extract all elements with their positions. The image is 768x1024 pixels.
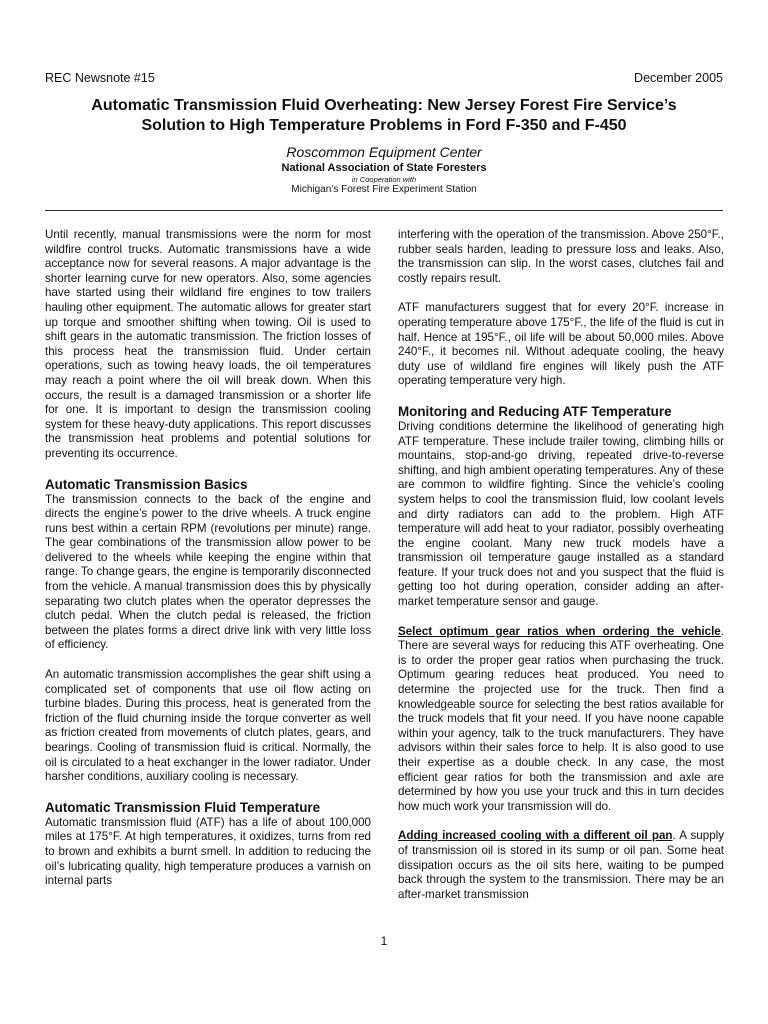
org-center: Roscommon Equipment Center xyxy=(286,144,482,160)
org-cooperation: in Cooperation with xyxy=(351,175,417,184)
title-line-1: Automatic Transmission Fluid Overheating: New Jersey Forest Fire Service’s xyxy=(91,97,677,114)
oil-pan-subheading: Adding increased cooling with a different oil pan xyxy=(398,829,673,843)
temperature-paragraph: Automatic transmission fluid (ATF) has a life of about 100,000 miles at 175°F. At high temperatures, it oxidizes, turns from red to brown and exhibits a burnt smell. In addition to reducing the oil’s lubricating quality, high temperature produces a varnish on internal parts xyxy=(45,815,371,888)
heading-monitoring: Monitoring and Reducing ATF Temperature xyxy=(398,403,672,419)
document-title xyxy=(40,96,728,136)
gear-ratio-text: There are several ways for reducing this ATF overheating. One is to order the proper gear ratios when purchasing the truck. Optimum gearing reduces heat produced. You need to determine the projected use for the truck. Then find a knowledgeable source for selecting the best ratios available for the truck models that fit your need. If you have noone capable within your agency, talk to the truck manufacturers. They have advisors within their sales force to help. It is also good to use their expertise as a double check. In any case, the most efficient gear ratios for both the transmission and axle are determined by how you use your truck and this in turn decides how much work your transmission will do. xyxy=(398,639,724,813)
gear-ratio-subheading: Select optimum gear ratios when ordering the vehicle xyxy=(398,624,721,638)
left-column xyxy=(45,228,371,904)
basics-paragraph-2: An automatic transmission accomplishes the gear shift using a complicated set of components that use oil flow acting on turbine blades. During this process, heat is generated from the friction of the fluid churning inside the torque converter as well as friction created from movements of clutch plates, gears, and bearings. Cooling of transmission fluid is critical. Normally, the oil is circulated to a heat exchanger in the lower radiator. Under harsher conditions, auxiliary cooling is necessary. xyxy=(45,668,371,784)
gear-ratio-paragraph: Select optimum gear ratios when ordering the vehicle. There are several ways for reducing this ATF overheating. One is to order the proper gear ratios when purchasing the truck. Optimum gearing reduces heat produced. You need to determine the projected use for the truck. Then find a knowledgeable source for selecting the best ratios available for the truck models that fit your need. If you have noone capable within your agency, talk to the truck manufacturers. They have advisors within their sales force to help. It is also good to use their expertise as a double check. In any case, the most efficient gear ratios for both the transmission and axle are determined by how you use your truck and this in turn decides how much work your transmission will do. xyxy=(398,624,724,813)
heading-fluid-temperature: Automatic Transmission Fluid Temperature xyxy=(45,799,321,815)
continuation-paragraph: interfering with the operation of the transmission. Above 250°F., rubber seals harden, leading to pressure loss and leaks. Also, the transmission can slip. In the worst cases, clutches fail and costly repairs result. xyxy=(398,228,724,285)
monitoring-paragraph: Driving conditions determine the likelihood of generating high ATF temperature. These include trailer towing, climbing hills or mountains, stop-and-go driving, repeated drive-to-reverse shifting, and high ambient operating temperatures. Any of these are common to wildfire fighting. Since the vehicle’s cooling system helps to cool the transmission fluid, low coolant levels and dirty radiators can add to the problem. High ATF temperature will add heat to your radiator, possibly overheating the engine coolant. Many new truck models have a transmission oil temperature gauge installed as a standard feature. If your truck does not and you suspect that the fluid is getting too hot during operation, consider adding an after-market temperature sensor and gauge. xyxy=(398,419,724,609)
org-association: National Association of State Foresters xyxy=(281,162,487,174)
intro-paragraph: Until recently, manual transmissions were the norm for most wildfire control trucks. Automatic transmissions have a wide acceptance now for several reasons. A major advantage is the shorter learning curve for new operators. Also, some agencies have started using their wildland fire engines to tow trailers hauling other equipment. The automatic allows for greater start up torque and smoother shifting when towing. Oil is used to shift gears in the automatic transmission. The friction losses of this process heat the transmission fluid. Under certain operations, such as towing heavy loads, the oil temperatures may reach a point where the oil will break down. When this occurs, the result is a damaged transmission or a shorter life for one. It is important to design the transmission cooling system for these heavy-duty applications. This report discusses the transmission heat problems and potential solutions for preventing its occurrence. xyxy=(45,228,371,460)
atf-life-paragraph: ATF manufacturers suggest that for every 20°F. increase in operating temperature above 175°F., the life of the fluid is cut in half. Hence at 195°F., oil life will be about 50,000 miles. Above 240°F., it becomes nil. Without adequate cooling, the heavy duty use of wildland fire engines will likely push the ATF operating temperature very high. xyxy=(398,301,724,388)
issue-date: December 2005 xyxy=(634,71,723,85)
page-number: 1 xyxy=(380,934,388,948)
title-line-2: Solution to High Temperature Problems in Ford F-350 and F-450 xyxy=(141,117,627,134)
heading-basics: Automatic Transmission Basics xyxy=(45,476,248,492)
right-column xyxy=(398,228,724,917)
newsnote-label: REC Newsnote #15 xyxy=(45,71,155,85)
org-station: Michigan’s Forest Fire Experiment Station xyxy=(291,184,477,195)
header-divider xyxy=(45,210,723,211)
basics-paragraph-1: The transmission connects to the back of the engine and directs the engine’s power to the drive wheels. A truck engine runs best within a certain RPM (revolutions per minute) range. The gear combinations of the transmission allow power to be delivered to the wheels while keeping the engine within that range. To change gears, the engine is temporarily disconnected from the vehicle. A manual transmission does this by physically separating two clutch plates when the operator depresses the clutch pedal. When the clutch pedal is released, the friction between the plates forms a direct drive link with very little loss of efficiency. xyxy=(45,492,371,652)
oil-pan-text: A supply of transmission oil is stored in its sump or oil pan. Some heat dissipation occurs as the oil sits here, waiting to be pumped back through the system to the transmission. There may be an after-market transmission xyxy=(398,829,725,901)
oil-pan-paragraph: Adding increased cooling with a different oil pan. A supply of transmission oil is stored in its sump or oil pan. Some heat dissipation occurs as the oil sits here, waiting to be pumped back through the system to the transmission. There may be an after-market transmission xyxy=(398,829,725,901)
